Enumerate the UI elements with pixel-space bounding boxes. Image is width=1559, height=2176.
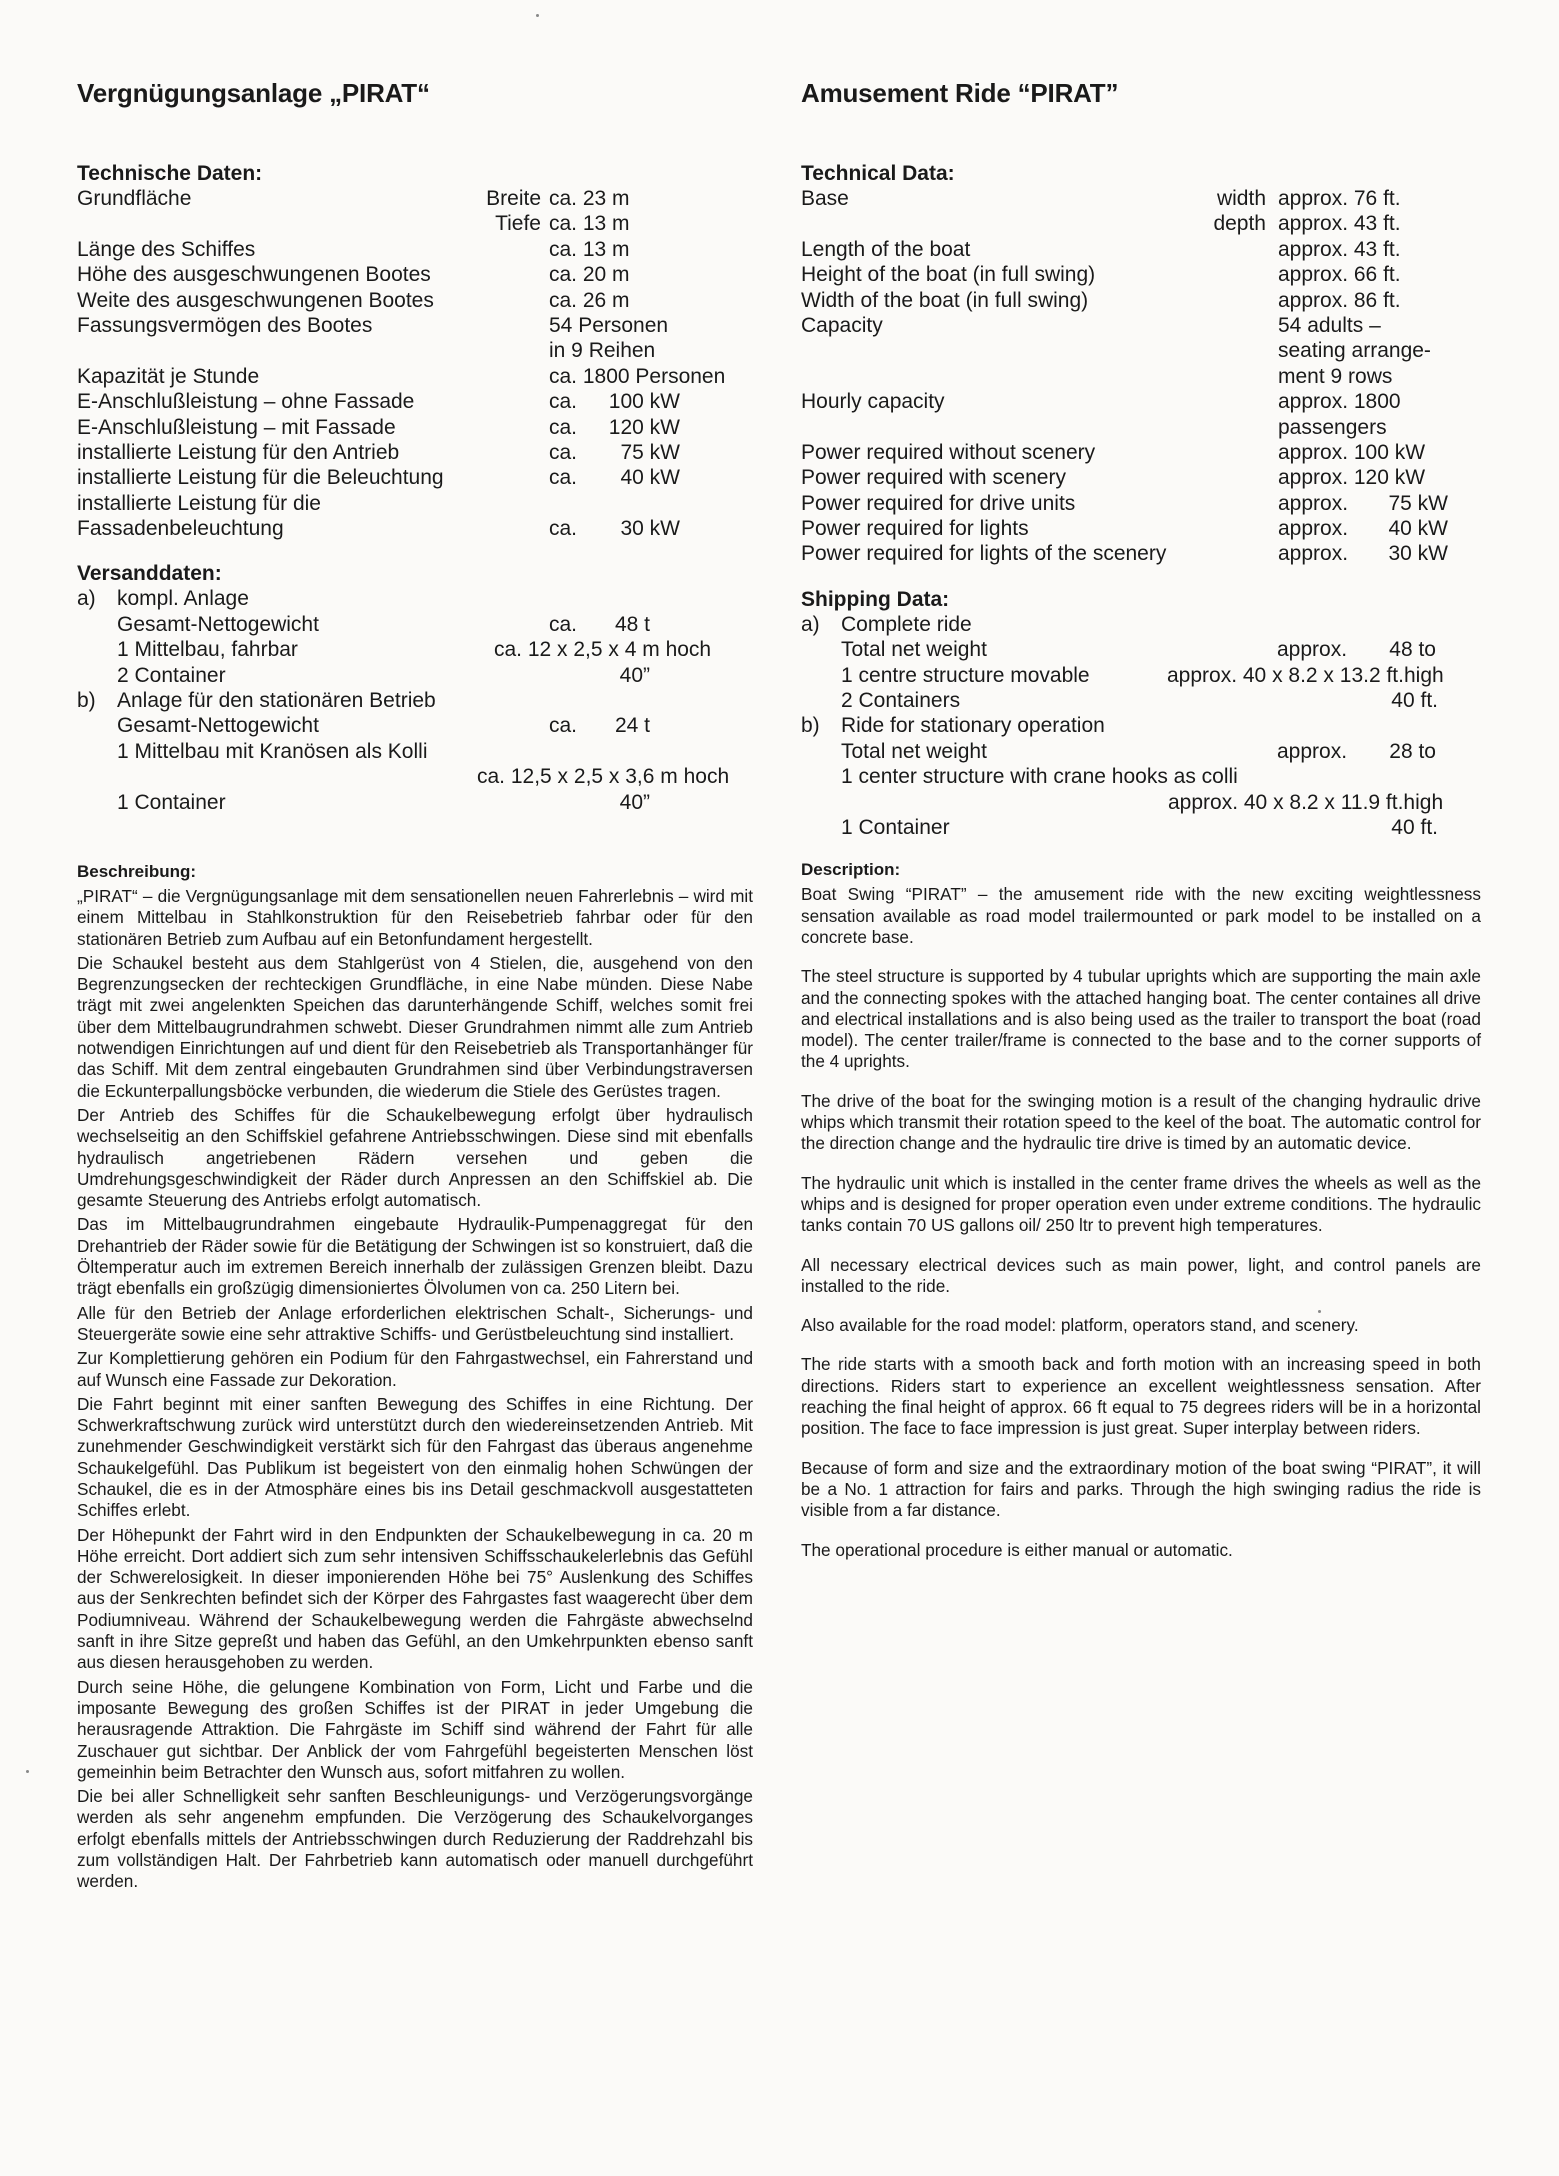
ship-value-unit: 40 ft. <box>1391 689 1438 713</box>
tech-row <box>77 440 753 465</box>
tech-value: in 9 Reihen <box>549 339 656 363</box>
tech-value-unit: 75 kW <box>620 440 680 464</box>
list-marker: b) <box>77 689 96 713</box>
tech-label: Grundfläche <box>77 187 192 210</box>
tech-label: Fassungsvermögen des Bootes <box>77 313 373 337</box>
description-paragraph: The hydraulic unit which is installed in the center frame drives the wheels as well as the whips and is designed for proper operation even under extreme conditions. The hydraulic tanks contain 70 US gallons oil/ 250 ltr to prevent high temperatures. <box>801 1172 1481 1236</box>
tech-label: Capacity <box>801 313 883 337</box>
ship-table-de <box>77 586 753 815</box>
ship-label: 2 Containers <box>841 689 961 713</box>
ship-row <box>801 713 1481 738</box>
ship-row <box>77 790 753 815</box>
tech-value: approx. 120 kW <box>1278 466 1426 490</box>
tech-table-en <box>801 186 1481 567</box>
ship-label: Complete ride <box>841 612 972 636</box>
tech-label: Power required for lights <box>801 517 1029 541</box>
tech-row <box>77 389 753 414</box>
ship-row <box>801 663 1481 688</box>
description-paragraph: Durch seine Höhe, die gelungene Kombination von Form, Licht und Farbe und die imposante Bewegung des großen Schiffes ist der PIRAT in jeder Umgebung die herausragende Attraktion. Die Fahrgäste im Schiff sind während der Fahrt für alle Zuschauer gut sichtbar. Der Anblick der vom Fahrgefühl begeisterten Menschen löst gemeinhin beim Betrachter den Wunsch aus, sofort mitfahren zu wollen. <box>77 1676 753 1782</box>
tech-row <box>801 465 1481 490</box>
ship-table-en <box>801 612 1481 841</box>
tech-label: Width of the boat (in full swing) <box>801 288 1089 312</box>
tech-value: ca. 1800 Personen <box>549 364 726 388</box>
tech-label: Height of the boat (in full swing) <box>801 263 1096 287</box>
page-title-de: Vergnügungsanlage „PIRAT“ <box>77 78 430 108</box>
tech-value: approx. 43 ft. <box>1278 237 1401 261</box>
tech-row <box>77 338 753 363</box>
description-paragraph: Die Fahrt beginnt mit einer sanften Bewegung des Schiffes in eine Richtung. Der Schwerkraftschwung zurück wird unterstützt durch den wiedereinsetzenden Antrieb. Mit zunehmender Geschwindigkeit verstärkt sich für den Fahrgast das überaus angenehme Schaukelgefühl. Das Publikum ist begeistert von den einmalig hohen Schwüngen der Schaukel, die es in der Atmosphäre eines bis ins Detail geschmackvoll ausgestatteten Schiffes erlebt. <box>77 1393 753 1521</box>
tech-label: E-Anschlußleistung – mit Fassade <box>77 415 396 439</box>
ship-row <box>801 739 1481 764</box>
ship-row <box>77 612 753 637</box>
desc-heading-en: Description: <box>801 860 901 880</box>
description-paragraph: The ride starts with a smooth back and forth motion with an increasing speed in both directions. Riders start to experience an excellent weightlessness sensation. After reaching the final height of approx. 66 ft equal to 75 degrees riders will be in a horizontal position. The face to face impression is just great. Super interplay between riders. <box>801 1354 1481 1439</box>
tech-value-unit: 120 kW <box>608 415 680 439</box>
ship-label: Ride for stationary operation <box>841 714 1105 738</box>
tech-value: ca. <box>549 415 578 439</box>
german-column <box>77 78 753 1896</box>
tech-value: approx. <box>1278 491 1349 515</box>
ship-row <box>77 739 753 764</box>
ship-value: approx. <box>1277 739 1348 763</box>
tech-row <box>801 237 1481 262</box>
tech-row <box>801 389 1481 414</box>
tech-value: ca. 13 m <box>549 212 630 236</box>
description-paragraph: Also available for the road model: platform, operators stand, and scenery. <box>801 1315 1359 1336</box>
description-paragraph: Die bei aller Schnelligkeit sehr sanften Beschleunigungs- und Verzögerungsvorgänge werden als sehr angenehm empfunden. Die Verzögerung des Schaukelvorganges erfolgt ebenfalls mittels der Antriebsschwingen durch Reduzierung der Raddrehzahl bis zum vollständigen Halt. Der Fahrbetrieb kann automatisch oder manuell durchgeführt werden. <box>77 1786 753 1892</box>
tech-label: Length of the boat <box>801 237 971 261</box>
tech-label: Kapazität je Stunde <box>77 364 260 388</box>
tech-row <box>801 186 1481 211</box>
ship-row <box>77 637 753 662</box>
tech-label: Fassadenbeleuchtung <box>77 517 284 541</box>
ship-label: 1 centre structure movable <box>841 663 1090 687</box>
description-paragraph: Der Antrieb des Schiffes für die Schaukelbewegung erfolgt über hydraulisch wechselseitig an den Schiffskiel gefahrene Antriebsschwingen. Diese sind mit ebenfalls hydraulisch angetriebenen Rädern versehen und geben die Umdrehungsgeschwindigkeit der Räder durch Anpressen an den Schiffskiel ab. Die gesamte Steuerung des Antriebs erfolgt automatisch. <box>77 1104 753 1211</box>
description-paragraph: The steel structure is supported by 4 tubular uprights which are supporting the main axle and the connecting spokes with the attached hanging boat. The center containes all drive and electrical installations and is also being used as the trailer to transport the boat (road model). The center trailer/frame is connected to the base and to the corner supports of the 4 uprights. <box>801 966 1481 1072</box>
tech-value: approx. 100 kW <box>1278 440 1426 464</box>
ship-value-unit: 48 t <box>614 612 650 636</box>
tech-value: ca. 26 m <box>549 288 630 312</box>
ship-label: 1 Mittelbau mit Kranösen als Kolli <box>117 739 428 763</box>
description-paragraph: Because of form and size and the extraordinary motion of the boat swing “PIRAT”, it will be a No. 1 attraction for fairs and parks. Through the high swinging radius the ride is visible from a far distance. <box>801 1457 1481 1521</box>
ship-label: kompl. Anlage <box>117 587 249 611</box>
tech-value: approx. <box>1278 542 1349 566</box>
tech-label: Power required without scenery <box>801 440 1096 464</box>
tech-label: Hourly capacity <box>801 390 945 414</box>
tech-label: installierte Leistung für die Beleuchtung <box>77 466 444 490</box>
english-column <box>801 78 1481 1579</box>
ship-row <box>77 586 753 611</box>
tech-table-de <box>77 186 753 541</box>
description-en <box>801 884 1481 1560</box>
description-paragraph: Zur Komplettierung gehören ein Podium für den Fahrgastwechsel, ein Fahrerstand und auf Wunsch eine Fassade zur Dekoration. <box>77 1348 753 1390</box>
tech-label: Power required for drive units <box>801 491 1076 515</box>
page-title-en: Amusement Ride “PIRAT” <box>801 78 1119 108</box>
ship-row <box>801 815 1481 840</box>
tech-label: Weite des ausgeschwungenen Bootes <box>77 288 434 312</box>
tech-row <box>801 262 1481 287</box>
tech-row <box>801 364 1481 389</box>
tech-value: approx. 66 ft. <box>1278 263 1401 287</box>
ship-row <box>801 637 1481 662</box>
tech-value: ca. <box>549 517 578 541</box>
ship-value-unit: 48 to <box>1389 638 1436 662</box>
tech-sub-label: Breite <box>486 187 541 210</box>
tech-value: ca. <box>549 390 578 414</box>
tech-row <box>77 364 753 389</box>
ship-label: Gesamt-Nettogewicht <box>117 714 319 738</box>
ship-value-unit: 28 to <box>1389 739 1436 763</box>
tech-value: ca. 23 m <box>549 187 630 210</box>
tech-row <box>77 237 753 262</box>
tech-value: 54 Personen <box>549 313 669 337</box>
ship-row <box>801 790 1481 815</box>
tech-row <box>801 516 1481 541</box>
tech-sub-label: width <box>1216 187 1266 210</box>
ship-row <box>77 713 753 738</box>
description-paragraph: The drive of the boat for the swinging motion is a result of the changing hydraulic drive whips which transmit their rotation speed to the keel of the boat. The automatic control for the direction change and the hydraulic tire drive is timed by an automatic device. <box>801 1090 1481 1154</box>
tech-row <box>801 338 1481 363</box>
tech-label: Power required for lights of the scenery <box>801 542 1167 566</box>
tech-row <box>77 262 753 287</box>
ship-value-unit: 40” <box>619 790 650 814</box>
tech-value: passengers <box>1278 415 1387 439</box>
tech-row <box>77 516 753 541</box>
list-marker: a) <box>77 587 96 611</box>
list-marker: a) <box>801 612 820 636</box>
ship-row <box>801 612 1481 637</box>
tech-value: ca. 20 m <box>549 263 630 287</box>
ship-value: approx. <box>1277 638 1348 662</box>
ship-label: Anlage für den stationären Betrieb <box>117 689 436 713</box>
tech-value-unit: 40 kW <box>1388 517 1448 541</box>
tech-sub-label: depth <box>1213 212 1266 236</box>
ship-value-unit: 40” <box>619 663 650 687</box>
description-paragraph: Das im Mittelbaugrundrahmen eingebaute Hydraulik-Pumpenaggregat für den Drehantrieb der Räder sowie für die Betätigung der Schwingen ist so konstruiert, daß die Öltemperatur auch im extremen Bereich innerhalb der zulässigen Grenzen bleibt. Dazu trägt ebenfalls ein großzügig dimensioniertes Ölvolumen von ca. 250 Litern bei. <box>77 1214 753 1299</box>
tech-label: installierte Leistung für die <box>77 491 321 515</box>
tech-row <box>801 313 1481 338</box>
tech-row <box>77 465 753 490</box>
tech-value-unit: 30 kW <box>620 517 680 541</box>
ship-row <box>801 764 1481 789</box>
description-paragraph: All necessary electrical devices such as main power, light, and control panels are installed to the ride. <box>801 1254 1481 1296</box>
desc-heading-de: Beschreibung: <box>77 861 197 881</box>
tech-row <box>801 440 1481 465</box>
tech-value: approx. <box>1278 517 1349 541</box>
ship-label: Total net weight <box>841 638 987 662</box>
description-paragraph: „PIRAT“ – die Vergnügungsanlage mit dem sensationellen neuen Fahrerlebnis – wird mit einem Mittelbau in Stahlkonstruktion für den Reisebetrieb fahrbar oder für den stationären Betrieb zum Aufbau auf ein Betonfundament hergestellt. <box>77 885 753 949</box>
ship-label: Gesamt-Nettogewicht <box>117 612 319 636</box>
ship-label: 1 Container <box>117 790 226 814</box>
tech-value: approx. 43 ft. <box>1278 212 1401 236</box>
tech-label: Base <box>801 187 849 210</box>
tech-value: approx. 76 ft. <box>1278 187 1401 210</box>
tech-row <box>77 313 753 338</box>
tech-heading-de: Technische Daten: <box>77 162 263 185</box>
tech-row <box>801 541 1481 566</box>
tech-row <box>801 415 1481 440</box>
tech-value: ca. <box>549 466 578 490</box>
tech-label: Power required with scenery <box>801 466 1066 490</box>
tech-heading-en: Technical Data: <box>801 162 955 185</box>
tech-row <box>801 211 1481 236</box>
description-paragraph: Boat Swing “PIRAT” – the amusement ride with the new exciting weightlessness sensation available as road model trailermounted or park model to be installed on a concrete base. <box>801 884 1481 947</box>
description-paragraph: Die Schaukel besteht aus dem Stahlgerüst von 4 Stielen, die, ausgehend von den Begrenzungsecken der rechteckigen Grundfläche, in eine Nabe münden. Diese Nabe trägt mit zwei angelenkten Speichen das darunterhängende Schiff, welches somit frei über dem Mittelbaugrundrahmen schwebt. Dieser Grundrahmen nimmt alle zum Antrieb notwendigen Einrichtungen auf und dient für den Reisebetrieb als Transportanhänger für das Schiff. Mit dem zentral eingebauten Grundrahmen sind über Verbindungstraversen die Eckunterpallungsböcke verbunden, die wiederum die Stiele des Gerüstes tragen. <box>77 952 753 1101</box>
ship-heading-en: Shipping Data: <box>801 587 950 611</box>
tech-row <box>77 186 753 211</box>
ship-dimensions: approx. 40 x 8.2 x 11.9 ft.high <box>1168 790 1444 814</box>
tech-row <box>801 288 1481 313</box>
ship-value-unit: 24 t <box>614 714 650 738</box>
ship-row <box>77 688 753 713</box>
tech-label: E-Anschlußleistung – ohne Fassade <box>77 390 415 414</box>
tech-value: ca. <box>549 440 578 464</box>
ship-label: 2 Container <box>117 663 226 687</box>
description-de <box>77 886 753 1893</box>
tech-row <box>77 211 753 236</box>
tech-value: seating arrange- <box>1278 339 1431 363</box>
ship-value: ca. <box>549 714 578 738</box>
tech-value: ca. 13 m <box>549 237 630 261</box>
ship-row <box>77 663 753 688</box>
tech-label: installierte Leistung für den Antrieb <box>77 440 400 464</box>
scan-mark <box>26 1770 29 1773</box>
tech-value: approx. 86 ft. <box>1278 288 1401 312</box>
tech-sub-label: Tiefe <box>495 212 541 236</box>
tech-value-unit: 30 kW <box>1388 542 1448 566</box>
tech-row <box>77 415 753 440</box>
ship-row <box>801 688 1481 713</box>
ship-label: 1 Container <box>841 815 950 839</box>
ship-label: 1 center structure with crane hooks as colli <box>841 765 1238 789</box>
tech-value-unit: 75 kW <box>1388 491 1448 515</box>
tech-row <box>77 491 753 516</box>
list-marker: b) <box>801 714 820 738</box>
ship-value-unit: 40 ft. <box>1391 815 1438 839</box>
tech-row <box>77 288 753 313</box>
tech-value: 54 adults – <box>1278 313 1381 337</box>
tech-row <box>801 491 1481 516</box>
scan-mark <box>536 14 539 17</box>
description-paragraph: Alle für den Betrieb der Anlage erforderlichen elektrischen Schalt-, Sicherungs- und Steuergeräte sowie eine sehr attraktive Schiffs- und Gerüstbeleuchtung sind installiert. <box>77 1302 753 1344</box>
ship-dimensions: approx. 40 x 8.2 x 13.2 ft.high <box>1167 663 1444 687</box>
tech-label: Höhe des ausgeschwungenen Bootes <box>77 263 431 287</box>
tech-value: approx. 1800 <box>1278 390 1401 414</box>
ship-dimensions: ca. 12 x 2,5 x 4 m hoch <box>494 638 712 662</box>
ship-row <box>77 764 753 789</box>
tech-value: ment 9 rows <box>1278 364 1393 388</box>
ship-value: ca. <box>549 612 578 636</box>
ship-dimensions: ca. 12,5 x 2,5 x 3,6 m hoch <box>477 765 730 789</box>
tech-value-unit: 40 kW <box>620 466 680 490</box>
tech-label: Länge des Schiffes <box>77 237 256 261</box>
ship-label: 1 Mittelbau, fahrbar <box>117 638 298 662</box>
ship-label: Total net weight <box>841 739 987 763</box>
description-paragraph: Der Höhepunkt der Fahrt wird in den Endpunkten der Schaukelbewegung in ca. 20 m Höhe erreicht. Dort addiert sich zum sehr intensiven Schiffsschaukelerlebnis das Gefühl der Schwerelosigkeit. In dieser imponierenden Höhe bei 75° Auslenkung des Schiffes aus der Senkrechten befindet sich der Körper des Fahrgastes fast waagerecht über dem Podiumniveau. Während der Schaukelbewegung werden die Fahrgäste abwechselnd sanft in ihre Sitze gepreßt und haben das Gefühl, an den Umkehrpunkten ebenso sanft aus diesen herausgehoben zu werden. <box>77 1524 753 1673</box>
tech-value-unit: 100 kW <box>608 390 680 414</box>
ship-heading-de: Versanddaten: <box>77 562 222 586</box>
description-paragraph: The operational procedure is either manual or automatic. <box>801 1539 1233 1560</box>
